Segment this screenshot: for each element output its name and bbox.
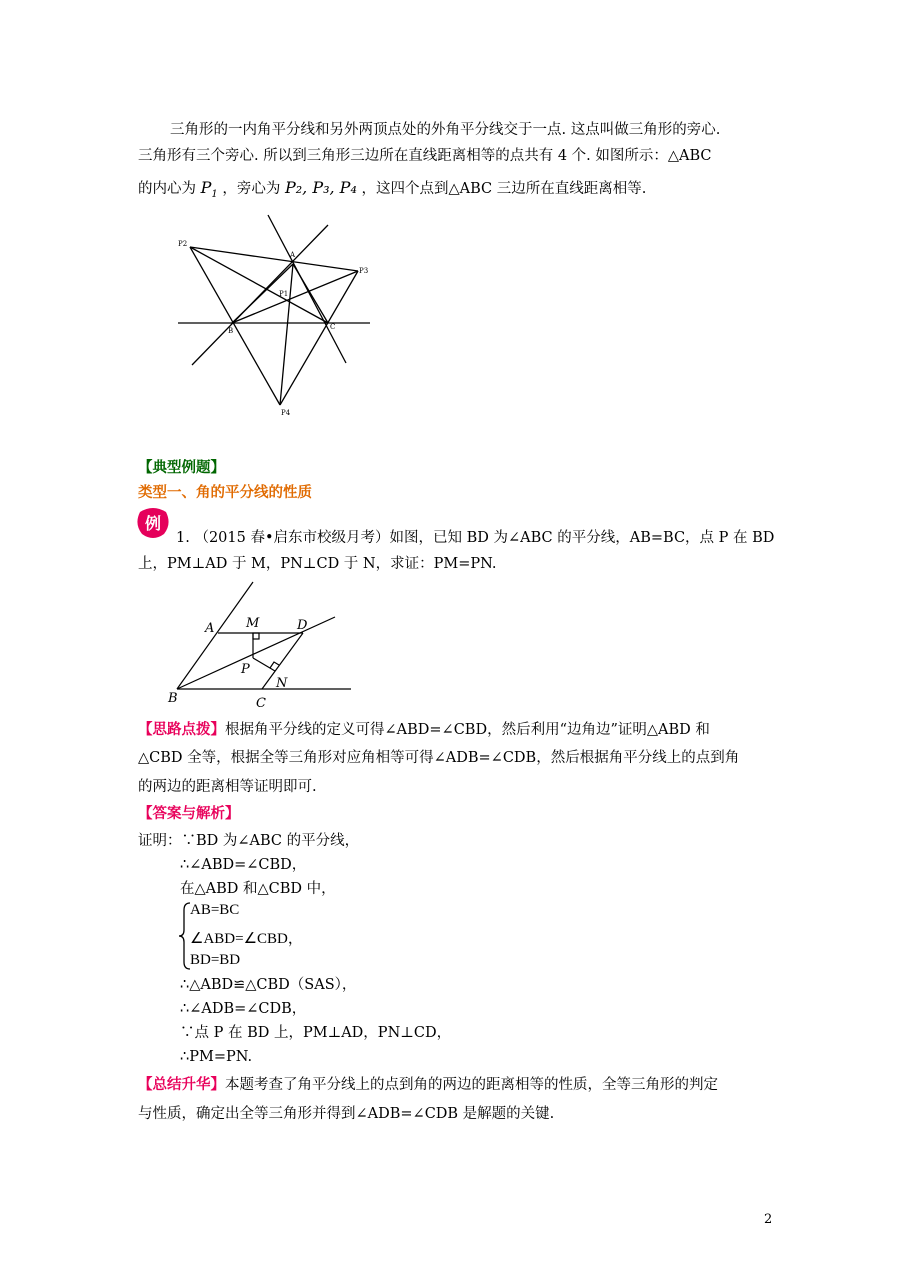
example-line-2: 上，PM⊥AD 于 M，PN⊥CD 于 N，求证：PM=PN.	[138, 556, 497, 572]
intro-text-mid: ，旁心为	[222, 181, 281, 197]
system-eq-1: AB=BC	[190, 902, 240, 918]
example-line-1: 1. （2015 春•启东市校级月考）如图，已知 BD 为∠ABC 的平分线，AB=BC，点 P 在 BD	[176, 530, 775, 546]
fig1-label-p3: P3	[359, 267, 369, 275]
summary-line-1	[138, 1075, 718, 1095]
proof-step-3: 在△ABD 和△CBD 中，	[180, 881, 336, 897]
page-number: 2	[764, 1212, 773, 1227]
line-p2-p4	[190, 247, 280, 405]
section-title: 【典型例题】	[138, 460, 225, 476]
line-p2-p3	[190, 247, 358, 271]
system-eq-2: ∠ABD=∠CBD，	[190, 931, 303, 947]
incenter-symbol: $P_1$	[200, 178, 218, 201]
proof-step-7: ∴PM=PN.	[180, 1049, 253, 1065]
summary-line-2: 与性质，确定出全等三角形并得到∠ADB=∠CDB 是解题的关键.	[138, 1106, 555, 1122]
svg-text:例: 例	[145, 514, 162, 533]
intro-line-1: 三角形的一内角平分线和另外两顶点处的外角平分线交于一点. 这点叫做三角形的旁心.	[170, 122, 721, 138]
fig1-label-a: A	[290, 251, 296, 259]
line-a-p4	[280, 264, 293, 405]
fig2-label-m: M	[246, 616, 260, 631]
hint-label: 【思路点拨】	[138, 722, 225, 738]
proof-step-5: ∴∠ADB=∠CDB，	[180, 1001, 307, 1017]
fig2-label-a: A	[205, 621, 215, 636]
line-a-c	[293, 264, 328, 323]
line-p3-p4	[280, 271, 358, 405]
intro-text-post: ，这四个点到△ABC 三边所在直线距离相等.	[361, 181, 647, 197]
hint-line-2: △CBD 全等，根据全等三角形对应角相等可得∠ADB=∠CDB，然后根据角平分线上的点到角	[138, 750, 740, 766]
intro-text-pre: 的内心为	[138, 181, 196, 197]
intro-line-3	[138, 178, 646, 205]
example-badge-icon	[136, 506, 170, 540]
summary-text-1: 本题考查了角平分线上的点到角的两边的距离相等的性质，全等三角形的判定	[225, 1077, 718, 1093]
bisector-diagram	[165, 580, 360, 710]
line-ab-extended	[192, 225, 328, 365]
right-angle-m	[253, 633, 259, 639]
hint-text-1: 根据角平分线的定义可得∠ABD=∠CBD，然后利用“边角边”证明△ABD 和	[225, 722, 710, 738]
answer-label: 【答案与解析】	[138, 806, 240, 822]
type-title: 类型一、角的平分线的性质	[138, 485, 312, 501]
fig1-label-p4: P4	[281, 409, 291, 417]
proof-step-2: ∴∠ABD=∠CBD，	[180, 857, 307, 873]
fig1-label-c: C	[330, 323, 336, 331]
fig1-label-b: B	[228, 327, 234, 335]
fig2-label-d: D	[297, 618, 308, 633]
summary-label: 【总结升华】	[138, 1077, 225, 1093]
excenter-symbols: P₂, P₃, P₄	[284, 178, 357, 197]
fig2-label-c: C	[256, 696, 266, 710]
fig2-label-n: N	[276, 676, 288, 691]
excenter-diagram	[170, 205, 385, 420]
system-eq-3: BD=BD	[190, 952, 241, 968]
proof-step-4: ∴△ABD≌△CBD（SAS），	[180, 977, 357, 993]
proof-step-1: 证明：∵BD 为∠ABC 的平分线，	[138, 833, 360, 849]
fig1-label-p1: P1	[279, 290, 289, 298]
proof-step-6: ∵点 P 在 BD 上，PM⊥AD，PN⊥CD，	[180, 1025, 452, 1041]
intro-line-2: 三角形有三个旁心. 所以到三角形三边所在直线距离相等的点共有 4 个. 如图所示：△ABC	[138, 148, 712, 164]
hint-line-1	[138, 720, 710, 740]
line-ac-extended	[268, 215, 346, 363]
hint-line-3: 的两边的距离相等证明即可.	[138, 779, 317, 795]
fig1-label-p2: P2	[178, 240, 188, 248]
fig2-label-b: B	[168, 691, 178, 706]
line-p3-b	[232, 271, 358, 323]
fig2-label-p: P	[241, 662, 250, 677]
